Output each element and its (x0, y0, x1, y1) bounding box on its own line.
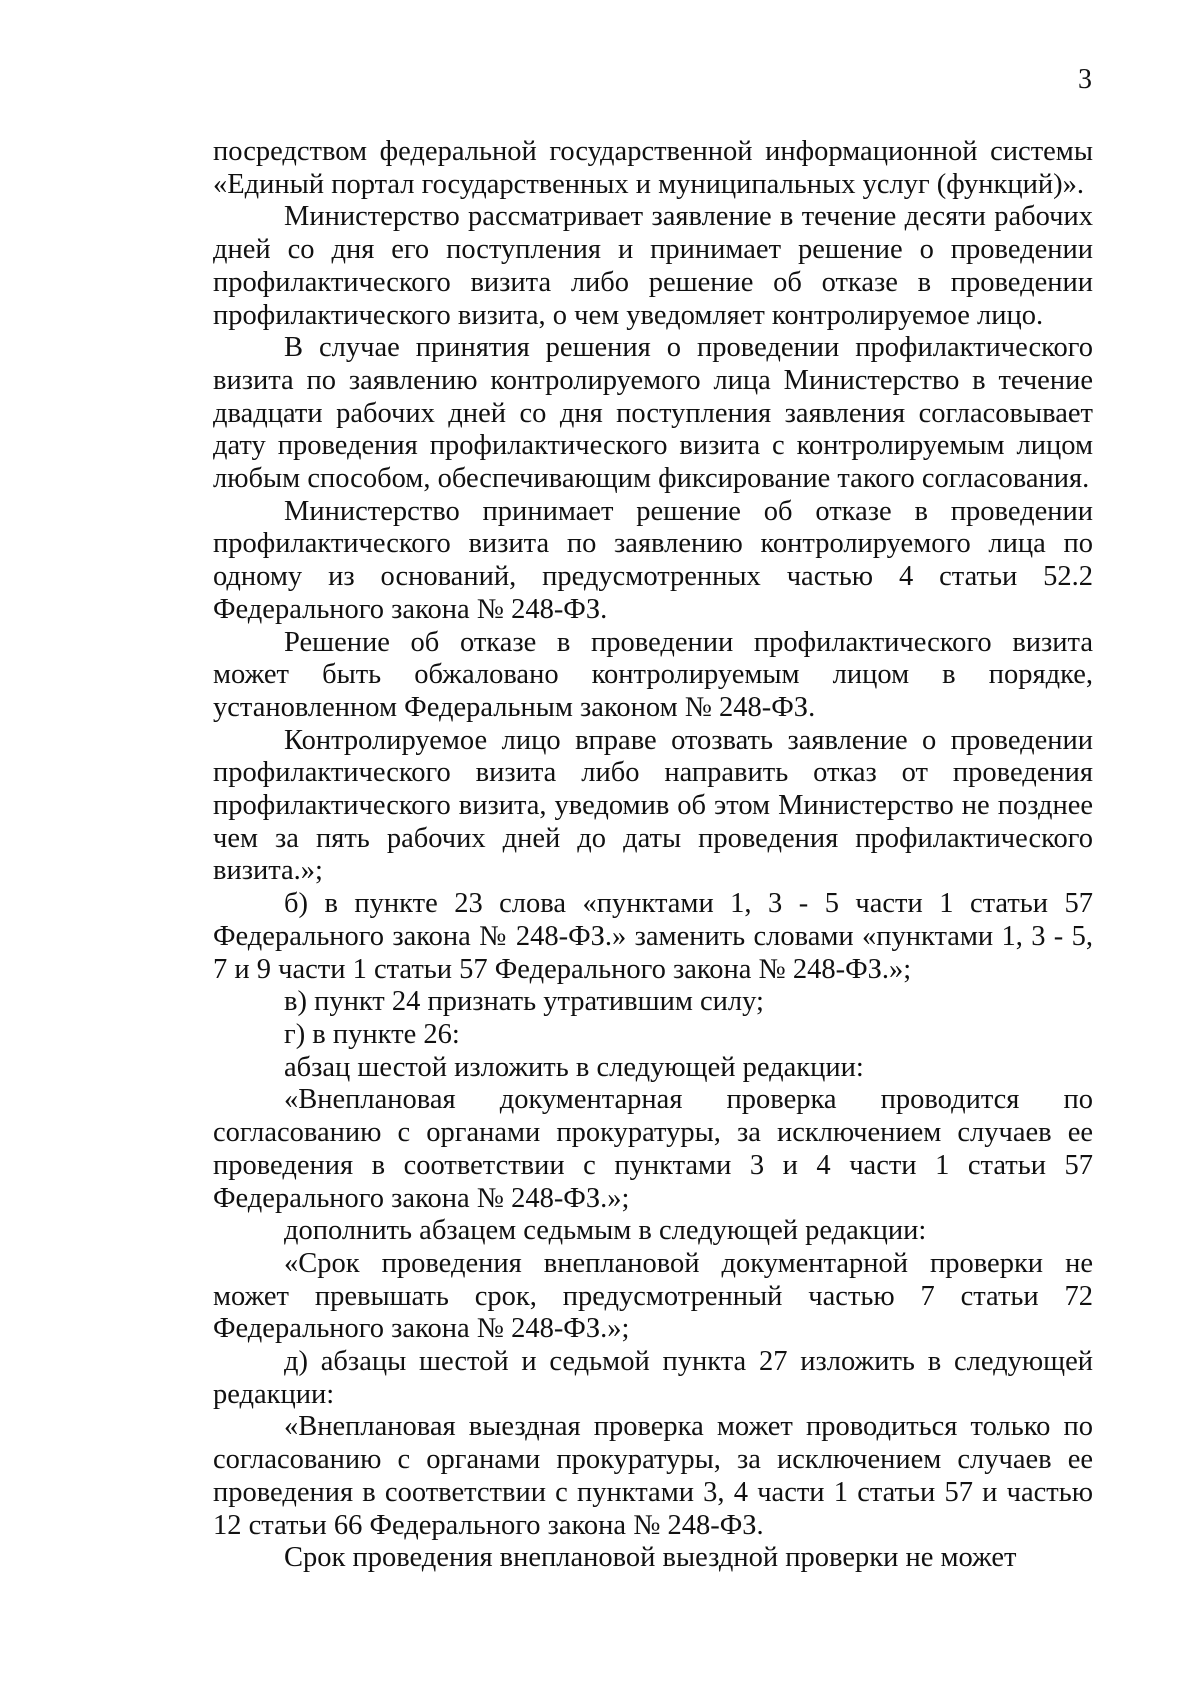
paragraph: Министерство рассматривает заявление в течение десяти рабочих дней со дня его поступления и принимает решение о проведении профилактического визита либо решение об отказе в проведении профилактического визита, о чем уведомляет контролируемое лицо. (213, 201, 1093, 331)
paragraph: Контролируемое лицо вправе отозвать заявление о проведении профилактического визита либо направить отказ от проведения профилактического визита, уведомив об этом Министерство не позднее чем за пять рабочих дней до даты проведения профилактического визита.»; (213, 724, 1093, 887)
paragraph: в) пункт 24 признать утратившим силу; (284, 986, 764, 1018)
paragraph: «Внеплановая выездная проверка может проводиться только по согласованию с органами прокуратуры, за исключением случаев ее проведения в соответствии с пунктами 3, 4 части 1 статьи 57 и частью 12 статьи 66 Федерального закона № 248-ФЗ. (213, 1411, 1093, 1541)
paragraph: б) в пункте 23 слова «пунктами 1, 3 - 5 части 1 статьи 57 Федерального закона № 248-ФЗ.» заменить словами «пунктами 1, 3 - 5, 7 и 9 части 1 статьи 57 Федерального закона № 248-ФЗ.»; (213, 888, 1093, 985)
paragraph: абзац шестой изложить в следующей редакции: (284, 1051, 864, 1083)
paragraph: Министерство принимает решение об отказе в проведении профилактического визита по заявлению контролируемого лица по одному из оснований, предусмотренных частью 4 статьи 52.2 Федерального закона № 248-ФЗ. (213, 495, 1093, 625)
paragraph: «Внеплановая документарная проверка проводится по согласованию с органами прокуратуры, за исключением случаев ее проведения в соответствии с пунктами 3 и 4 части 1 статьи 57 Федерального закона № 248-ФЗ.»; (213, 1084, 1093, 1214)
paragraph: дополнить абзацем седьмым в следующей редакции: (284, 1215, 927, 1247)
paragraph: В случае принятия решения о проведении профилактического визита по заявлению контролируемого лица Министерство в течение двадцати рабочих дней со дня поступления заявления согласовывает дату проведения профилактического визита с контролируемым лицом любым способом, обеспечивающим фиксирование такого согласования. (213, 332, 1093, 495)
page-number: 3 (1078, 64, 1092, 95)
paragraph: посредством федеральной государственной информационной системы «Единый портал государственных и муниципальных услуг (функций)». (213, 136, 1093, 200)
paragraph: Решение об отказе в проведении профилактического визита может быть обжаловано контролируемым лицом в порядке, установленном Федеральным законом № 248-ФЗ. (213, 626, 1093, 723)
paragraph: Срок проведения внеплановой выездной проверки не может (284, 1542, 1017, 1574)
paragraph: г) в пункте 26: (284, 1018, 460, 1050)
paragraph: «Срок проведения внеплановой документарной проверки не может превышать срок, предусмотренный частью 7 статьи 72 Федерального закона № 248-ФЗ.»; (213, 1247, 1093, 1345)
paragraph: д) абзацы шестой и седьмой пункта 27 изложить в следующей редакции: (213, 1346, 1093, 1410)
document-body (213, 136, 1093, 1575)
